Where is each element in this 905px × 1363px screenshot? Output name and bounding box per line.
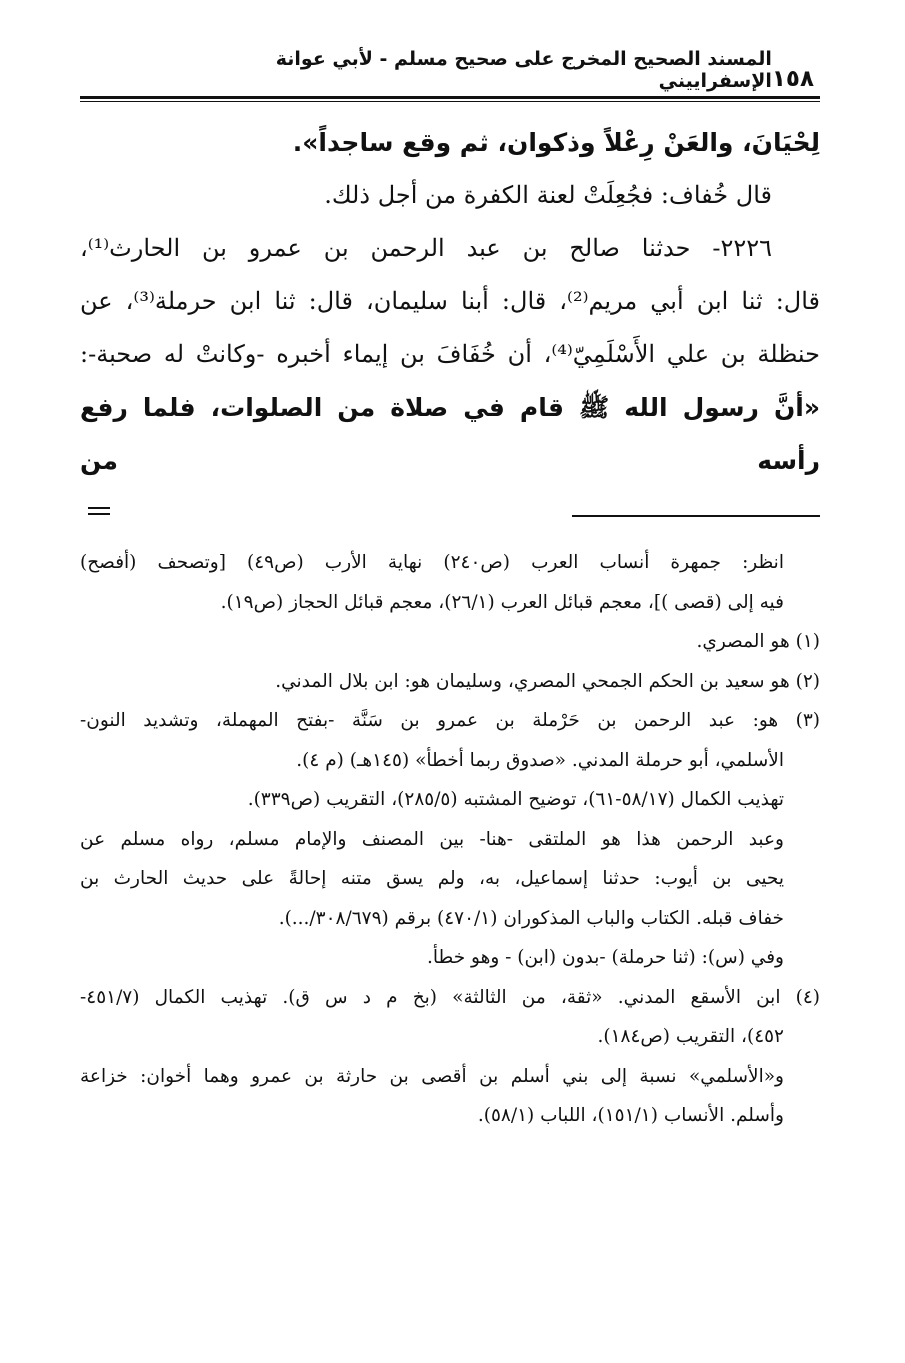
footnote-divider-line — [572, 515, 820, 517]
hadith-number-line: ٢٢٢٦- حدثنا صالح بن عبد الرحمن بن عمرو بن الحارث⁽¹⁾، — [80, 234, 772, 262]
footnote-line: وعبد الرحمن هذا هو الملتقى -هنا- بين المصنف والإمام مسلم، رواه مسلم عن — [80, 828, 784, 850]
footnote-line: ٤٥٢)، التقريب (ص١٨٤). — [597, 1026, 784, 1047]
header-rule — [80, 96, 820, 99]
footnote-2: (٢) هو سعيد بن الحكم الجمحي المصري، وسليمان هو: ابن بلال المدني. — [275, 670, 820, 692]
running-title: المسند الصحيح المخرج على صحيح مسلم - لأبي عوانة الإسفراييني — [275, 48, 772, 92]
footnote-line: خفاف قبله. الكتاب والباب المذكوران (٤٧٠/١) برقم (٣٠٨/٦٧٩/...). — [278, 907, 784, 929]
text-line: قال خُفاف: فجُعِلَتْ لعنة الكفرة من أجل ذلك. — [324, 181, 772, 209]
footnote-line: يحيى بن أيوب: حدثنا إسماعيل، به، ولم يسق متنه إحالةً على حديث الحارث بن — [80, 868, 784, 889]
text-line: قال: ثنا ابن أبي مريم⁽²⁾، قال: أبنا سليمان، قال: ثنا ابن حرملة⁽³⁾، عن — [80, 287, 820, 315]
footnote-3: (٣) هو: عبد الرحمن بن حَرْملة بن عمرو بن سَنَّة -بفتح المهملة، وتشديد النون- — [80, 710, 820, 731]
footnote-1: (١) هو المصري. — [696, 631, 820, 652]
footnote-line: وفي (س): (ثنا حرملة) -بدون (ابن) - وهو خطأ. — [427, 947, 784, 968]
header-rule-thin — [80, 101, 820, 102]
footnote-line: تهذيب الكمال (٥٨/١٧-٦١)، توضيح المشتبه (٢٨٥/٥)، التقريب (ص٣٣٩). — [247, 789, 784, 810]
main-text — [80, 116, 820, 487]
footnote-line: فيه إلى (قصى )]، معجم قبائل العرب (٢٦/١)، معجم قبائل الحجاز (ص١٩). — [220, 591, 784, 613]
footnote-line: انظر: جمهرة أنساب العرب (ص٢٤٠) نهاية الأرب (ص٤٩) [وتصحف (أفصح) — [80, 552, 784, 573]
footnotes — [80, 543, 820, 1136]
page-header — [80, 48, 820, 92]
footnote-line: وأسلم. الأنساب (١٥١/١)، اللباب (٥٨/١). — [477, 1105, 784, 1126]
text-line: لِحْيَانَ، والعَنْ رِعْلاً وذكوان، ثم وقع ساجداً». — [292, 128, 820, 157]
footnote-4: (٤) ابن الأسقع المدني. «ثقة، من الثالثة» (بخ م د س ق). تهذيب الكمال (٤٥١/٧- — [80, 986, 820, 1008]
footnote-line: و«الأسلمي» نسبة إلى بني أسلم بن أقصى بن حارثة بن عمرو وهما أخوان: خزاعة — [80, 1065, 784, 1087]
footnote-line: الأسلمي، أبو حرملة المدني. «صدوق ربما أخطأ» (١٤٥هـ) (م ٤). — [296, 749, 784, 771]
page-number: ١٥٨ — [771, 66, 814, 92]
footnote-separator — [80, 499, 820, 543]
book-page — [80, 48, 820, 1136]
text-line: «أنَّ رسول الله ﷺ قام في صلاة من الصلوات، فلما رفع رأسه من — [80, 393, 820, 475]
continuation-mark — [88, 507, 110, 515]
text-line: حنظلة بن علي الأَسْلَمِيّ⁽⁴⁾، أن خُفَافَ بن إيماء أخبره -وكانتْ له صحبة-: — [80, 340, 820, 368]
